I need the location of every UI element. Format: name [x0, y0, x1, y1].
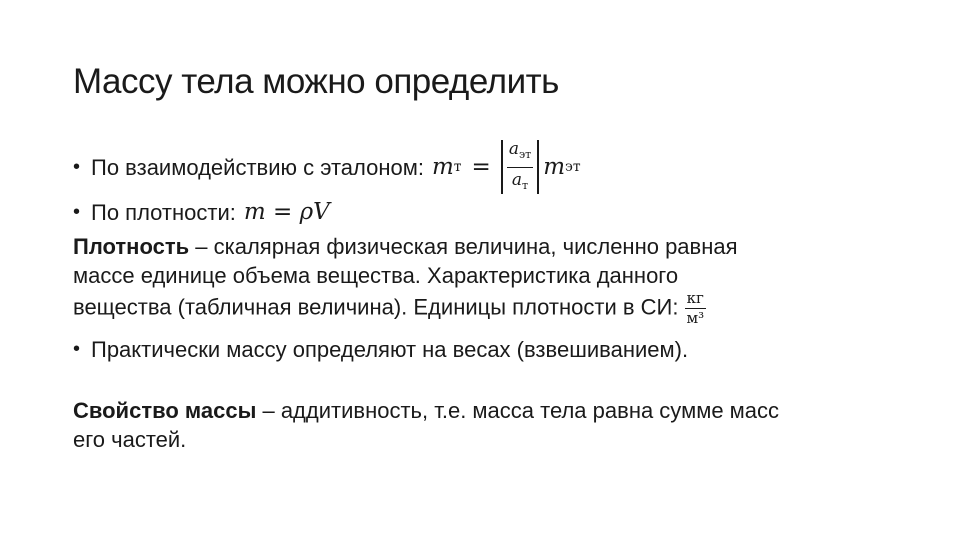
density-line1: – скалярная физическая величина, численно равная: [189, 234, 738, 259]
bullet-interaction: [73, 138, 893, 196]
density-line3: вещества (табличная величина). Единицы плотности в СИ:: [73, 294, 679, 320]
fraction-denominator: $a_т$: [511, 169, 529, 192]
formula-equals: =: [471, 153, 491, 180]
bullet-scales-text: Практически массу определяют на весах (взвешиванием).: [91, 337, 689, 362]
bullet-interaction-text: По взаимодействию с эталоном:: [91, 154, 424, 180]
slide-body: [73, 138, 893, 454]
formula-density: m = ρV: [243, 198, 330, 225]
bullet-marker: •: [73, 155, 81, 178]
bullet-marker: •: [73, 338, 81, 360]
formula-etalon: [432, 140, 581, 194]
formula-abs: [501, 140, 539, 194]
property-term: Свойство массы: [73, 398, 257, 423]
formula-rhs-sub: эт: [565, 158, 581, 175]
density-definition: [73, 232, 893, 327]
bullet-scales: [73, 335, 893, 364]
unit-denominator: м³: [686, 309, 705, 327]
bullet-density: [73, 196, 893, 228]
formula-lhs: m: [431, 153, 454, 180]
bullet-marker: •: [73, 200, 81, 223]
fraction-numerator: $a_{эт}$: [507, 139, 533, 168]
formula-fraction: [507, 139, 533, 196]
property-line1: – аддитивность, т.е. масса тела равна сумме масс: [256, 398, 780, 423]
density-unit: [684, 290, 706, 327]
mass-property: [73, 396, 893, 454]
bullet-density-text: По плотности:: [91, 199, 236, 225]
property-line2: его частей.: [73, 427, 187, 452]
density-term: Плотность: [73, 234, 190, 259]
unit-numerator: кг: [686, 289, 704, 307]
formula-rhs: m: [543, 153, 566, 180]
density-line2: массе единице объема вещества. Характеристика данного: [73, 263, 679, 288]
slide-title: Массу тела можно определить: [73, 62, 559, 101]
formula-lhs-sub: т: [453, 158, 462, 175]
